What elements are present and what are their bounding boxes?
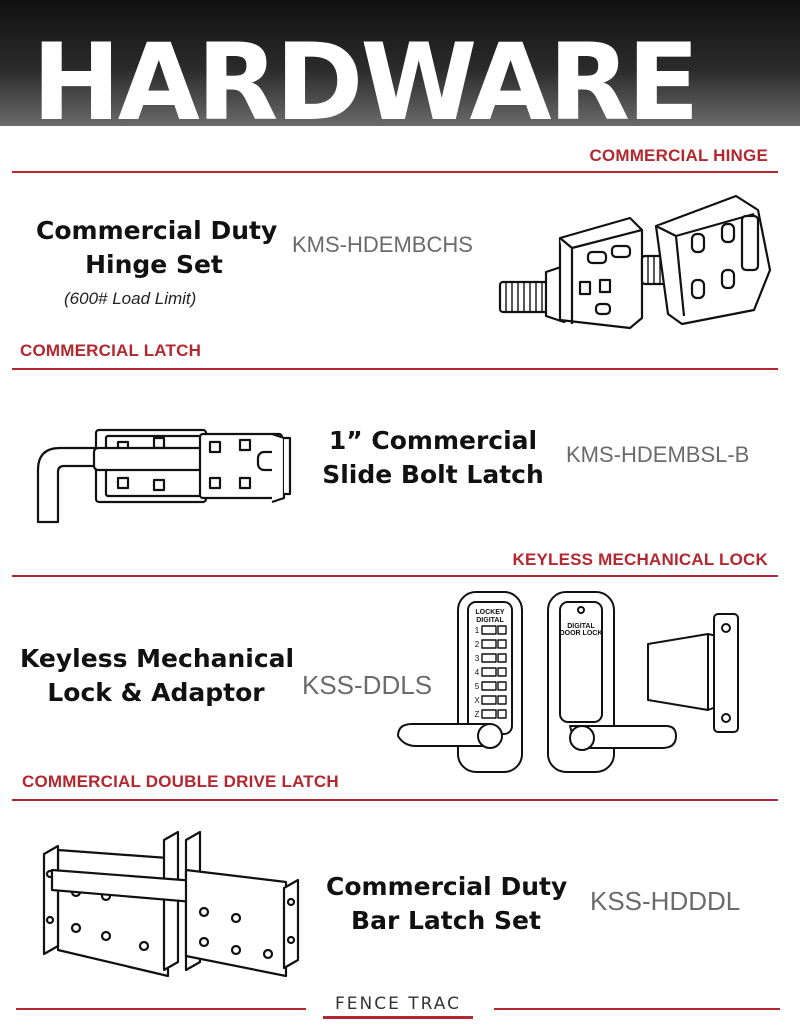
product-name-hinge-set: Commercial Duty Hinge Set xyxy=(36,216,278,279)
product-name-keyless-lock: Keyless Mechanical Lock & Adaptor xyxy=(20,644,295,707)
lock-back-subtext: DOOR LOCK xyxy=(559,630,603,637)
product-sku-bar-latch: KSS-HDDDL xyxy=(590,886,741,916)
section-divider xyxy=(12,799,778,801)
footer-divider-right xyxy=(494,1008,780,1010)
section-label-keyless-mechanical-lock: KEYLESS MECHANICAL LOCK xyxy=(512,550,768,569)
keypad-number: 4 xyxy=(474,668,480,677)
section-label-commercial-double-drive-latch: COMMERCIAL DOUBLE DRIVE LATCH xyxy=(22,772,339,791)
page-title: HARDWARE xyxy=(32,21,697,126)
logo-underline xyxy=(323,1016,473,1019)
product-name-slide-bolt-latch: 1” Commercial Slide Bolt Latch xyxy=(322,426,544,489)
section-label-commercial-latch: COMMERCIAL LATCH xyxy=(20,341,202,360)
keyless-lock-illustration xyxy=(392,588,756,776)
footer-divider-left xyxy=(16,1008,306,1010)
keypad-number: Z xyxy=(474,710,480,719)
section-divider xyxy=(12,575,778,577)
slide-bolt-latch-illustration xyxy=(34,420,296,526)
bar-latch-set-illustration xyxy=(36,830,304,980)
keypad-number: 1 xyxy=(474,626,480,635)
lock-brand-subtext: DIGITAL xyxy=(476,617,504,624)
hinge-set-illustration xyxy=(496,186,776,336)
product-note-load-limit: (600# Load Limit) xyxy=(64,289,197,308)
keypad-number: 3 xyxy=(474,654,480,663)
fence-trac-logo xyxy=(316,994,480,1024)
section-divider xyxy=(12,368,778,370)
lock-brand-text: LOCKEY xyxy=(475,609,505,616)
lock-back-text: DIGITAL xyxy=(567,623,595,630)
section-label-commercial-hinge: COMMERCIAL HINGE xyxy=(589,146,768,165)
logo-text: FENCE TRAC xyxy=(335,994,461,1014)
product-sku-hinge: KMS-HDEMBCHS xyxy=(292,232,473,257)
keypad-number: 5 xyxy=(474,682,480,691)
section-divider xyxy=(12,171,778,173)
product-sku-latch: KMS-HDEMBSL-B xyxy=(566,442,750,467)
keypad-number: X xyxy=(474,696,480,705)
product-name-bar-latch-set: Commercial Duty Bar Latch Set xyxy=(326,872,568,935)
product-sku-keyless-lock: KSS-DDLS xyxy=(302,670,433,700)
keypad-number: 2 xyxy=(474,640,480,649)
header-banner xyxy=(0,0,800,126)
